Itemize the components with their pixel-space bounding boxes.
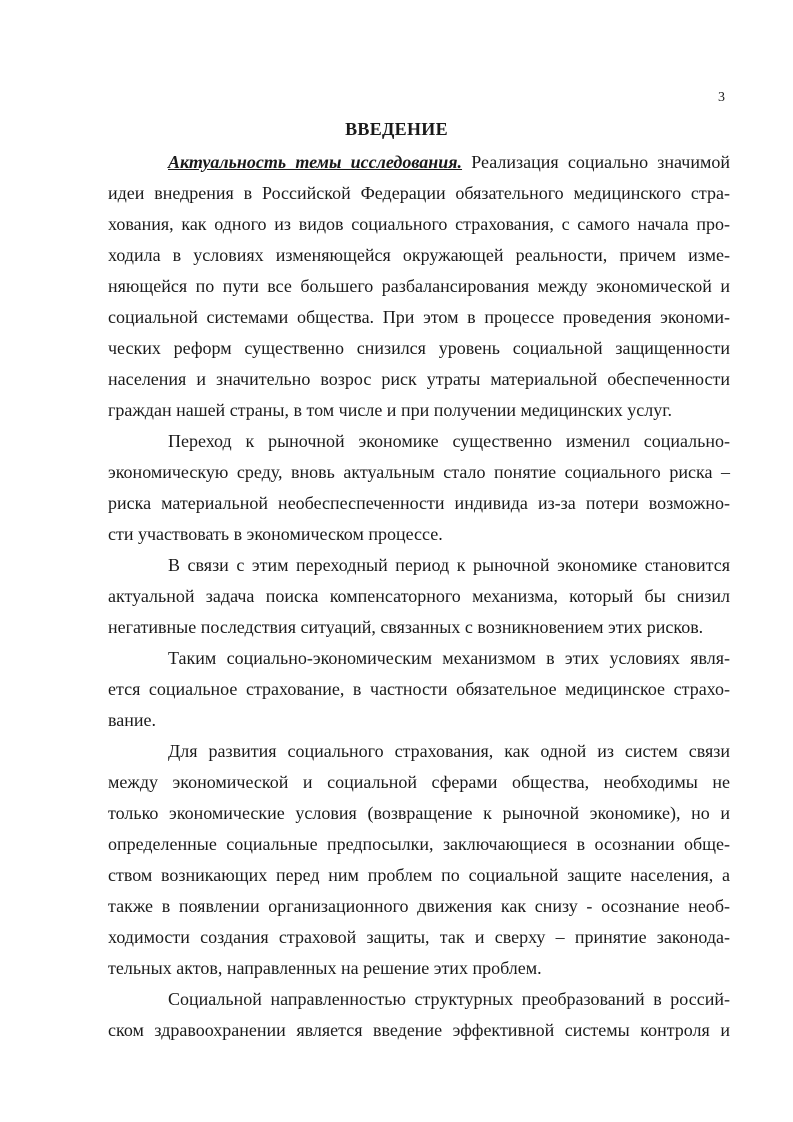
text-line: ходила в условиях изменяющейся окружающей реальности, причем изме- [108, 245, 730, 265]
text-line: риска материальной необеспеспеченности индивида из-за потери возможно- [108, 493, 730, 513]
page-number: 3 [718, 90, 725, 105]
text-line: хования, как одного из видов социального страхования, с самого начала про- [108, 214, 730, 234]
text-line: ском здравоохранении является введение эффективной системы контроля и [108, 1020, 730, 1040]
text-line: населения и значительно возрос риск утраты материальной обеспеченности [108, 369, 730, 389]
text-line: Для развития социального страхования, как одной из систем связи [168, 741, 730, 761]
text-line: ется социальное страхование, в частности обязательное медицинское страхо- [108, 679, 730, 699]
text-line: экономическую среду, вновь актуальным стало понятие социального риска – [108, 462, 730, 482]
text-line: граждан нашей страны, в том числе и при получении медицинских услуг. [108, 400, 673, 420]
text-line: актуальной задача поиска компенсаторного механизма, который бы снизил [108, 586, 730, 606]
text-line: Таким социально-экономическим механизмом в этих условиях явля- [168, 648, 730, 668]
text-line: ходимости создания страховой защиты, так и сверху – принятие законода- [108, 927, 730, 947]
text-line: сти участвовать в экономическом процессе. [108, 524, 443, 544]
text-line: также в появлении организационного движения как снизу - осознание необ- [108, 896, 730, 916]
text-line: ческих реформ существенно снизился уровень социальной защищенности [108, 338, 730, 358]
text-line: социальной системами общества. При этом в процессе проведения экономи- [108, 307, 730, 327]
text-line: няющейся по пути все большего разбалансирования между экономической и [108, 276, 730, 296]
text-line: негативные последствия ситуаций, связанных с возникновением этих рисков. [108, 617, 704, 637]
section-heading: ВВЕДЕНИЕ [345, 119, 448, 139]
text-line: вание. [108, 710, 157, 730]
lead-phrase: Актуальность темы исследования. [168, 152, 463, 172]
document-body [108, 147, 730, 1046]
text-line: только экономические условия (возвращение к рыночной экономике), но и [108, 803, 730, 823]
text-line: между экономической и социальной сферами общества, необходимы не [108, 772, 730, 792]
text-line: Социальной направленностью структурных преобразований в россий- [168, 989, 730, 1009]
text-line: определенные социальные предпосылки, заключающиеся в осознании обще- [108, 834, 730, 854]
text-line: идеи внедрения в Российской Федерации обязательного медицинского стра- [108, 183, 730, 203]
text-line: Переход к рыночной экономике существенно изменил социально- [168, 431, 730, 451]
text-line: ством возникающих перед ним проблем по социальной защите населения, а [108, 865, 730, 885]
text-line: В связи с этим переходный период к рыночной экономике становится [168, 555, 730, 575]
text-line: Актуальность темы исследования. Реализация социально значимой [168, 152, 731, 172]
text-line: тельных актов, направленных на решение этих проблем. [108, 958, 542, 978]
